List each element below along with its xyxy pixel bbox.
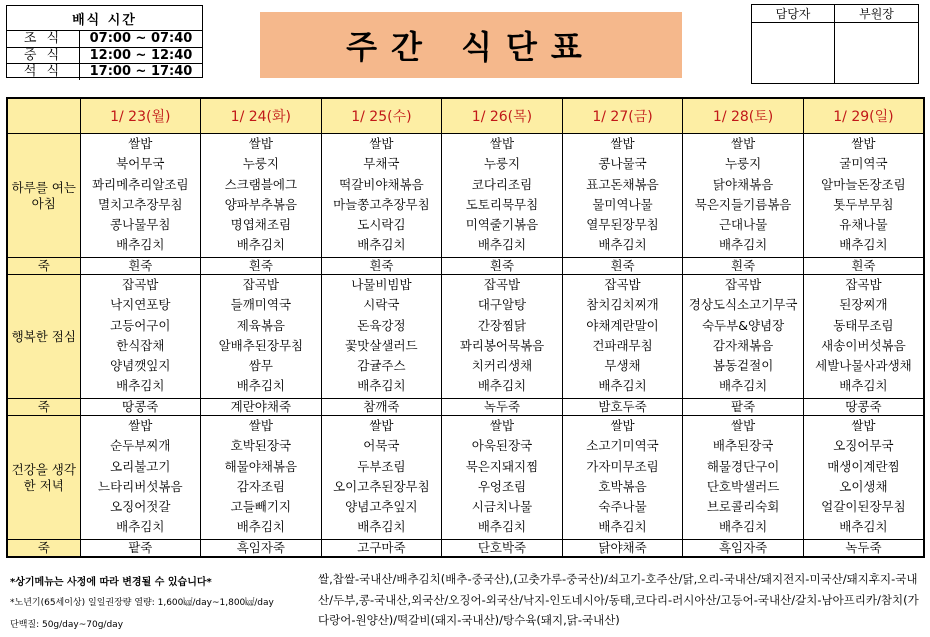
menu-item: 배추김치 <box>236 519 285 535</box>
menu-item: 오이고추된장무침 <box>333 478 430 494</box>
menu-item: 배추김치 <box>598 237 647 253</box>
menu-item: 누룽지 <box>724 156 762 172</box>
menu-item: 쌀밥 <box>489 418 515 433</box>
menu-item: 낙지연포탕 <box>110 297 171 313</box>
menu-item: 우엉조림 <box>477 478 527 494</box>
menu-item: 배추김치 <box>839 237 888 253</box>
menu-item: 쌀밥 <box>369 136 394 151</box>
breakfast-label: 조 식 <box>7 31 80 47</box>
menu-item: 꽈리메추리알조림 <box>91 176 189 192</box>
porridge-cell: 녹두죽 <box>442 399 563 416</box>
porridge-cell: 땅콩죽 <box>803 399 924 416</box>
porridge-cell: 흰죽 <box>683 258 804 275</box>
serving-hours-box <box>6 5 203 78</box>
menu-item: 쌈무 <box>248 358 273 374</box>
ingredient-origin-note: 쌀,찹쌀-국내산/배추김치(배추-중국산),(고춧가루-중국산)/쇠고기-호주산/닭,오리-국내산/돼지전지-미국산/돼지후지-국내산/두부,콩-국내산,외국산/오징어-외국산/낙지-인도네시아/동태,코다리-러시아산/고등어-국내산/갈치-남아프리카/참치(가다랑어-원양산)/떡갈비(돼지-국내산)/탕수육(돼지,닭-국내산) <box>318 572 919 627</box>
menu-item: 도시락김 <box>357 217 406 233</box>
menu-list <box>81 416 201 538</box>
menu-item: 잡곡밥 <box>122 277 159 292</box>
porridge-cell: 계란야채죽 <box>201 399 322 416</box>
page-title: 주간 식단표 <box>260 12 682 78</box>
menu-change-note: *상기메뉴는 사정에 따라 변경될 수 있습니다* <box>10 577 212 588</box>
menu-item: 무생채 <box>604 358 641 374</box>
menu-item: 표고돈채볶음 <box>586 176 659 192</box>
menu-cell <box>321 134 442 258</box>
menu-item: 얼갈이된장무침 <box>821 499 906 515</box>
menu-item: 배추김치 <box>477 519 527 535</box>
menu-cell <box>80 275 201 399</box>
menu-cell <box>442 275 563 399</box>
menu-item: 양파부추볶음 <box>224 196 298 212</box>
menu-item: 오징어무국 <box>833 438 894 454</box>
menu-item: 양념고추잎지 <box>345 499 418 515</box>
menu-item: 알마늘돈장조림 <box>821 176 906 192</box>
menu-item: 꽈리봉어묵볶음 <box>459 337 545 353</box>
menu-item: 쌀밥 <box>248 418 273 433</box>
menu-item: 고등어구이 <box>110 317 171 333</box>
dinner-label: 석 식 <box>7 64 80 80</box>
menu-item: 브로콜리숙회 <box>706 499 780 515</box>
menu-item: 새송이버섯볶음 <box>821 337 906 353</box>
menu-item: 잡곡밥 <box>724 277 762 292</box>
day-header: 1/ 24(화) <box>201 98 322 134</box>
menu-item: 치커리생채 <box>471 358 533 374</box>
menu-item: 어묵국 <box>363 438 400 454</box>
menu-item: 숙두부&양념장 <box>701 317 785 333</box>
porridge-cell: 흑임자죽 <box>683 540 804 558</box>
menu-item: 배추김치 <box>598 378 647 394</box>
menu-list <box>322 134 442 256</box>
serving-hours-title: 배식 시간 <box>7 6 202 31</box>
menu-list <box>804 134 923 256</box>
menu-item: 두부조림 <box>357 458 406 474</box>
menu-list <box>201 134 321 256</box>
menu-item: 들깨미역국 <box>230 297 292 313</box>
menu-item: 한식잡채 <box>116 337 165 353</box>
menu-item: 세발나물사과생채 <box>815 358 912 374</box>
menu-list <box>201 416 321 538</box>
porridge-label: 죽 <box>7 258 80 275</box>
menu-item: 배추김치 <box>357 378 406 394</box>
menu-item: 굴미역국 <box>839 156 888 172</box>
menu-list <box>683 275 803 397</box>
menu-item: 오징어젓갈 <box>110 499 171 515</box>
menu-item: 배추김치 <box>357 237 406 253</box>
menu-item: 해물경단구이 <box>706 458 780 474</box>
menu-item: 배추김치 <box>116 237 165 253</box>
menu-item: 아욱된장국 <box>471 438 533 454</box>
menu-item: 나물비빔밥 <box>351 277 412 292</box>
menu-cell <box>683 416 804 540</box>
menu-item: 시락국 <box>363 297 400 313</box>
menu-item: 배추김치 <box>718 519 768 535</box>
menu-list <box>442 416 562 538</box>
porridge-cell: 닭야채죽 <box>562 540 683 558</box>
menu-item: 멸치고추장무침 <box>98 196 183 212</box>
porridge-cell: 단호박죽 <box>442 540 563 558</box>
menu-item: 물미역나물 <box>592 196 653 212</box>
menu-item: 배추김치 <box>236 378 285 394</box>
menu-item: 숙주나물 <box>598 499 647 515</box>
menu-item: 감귤주스 <box>357 358 406 374</box>
porridge-cell: 흑임자죽 <box>201 540 322 558</box>
menu-item: 쌀밥 <box>851 136 876 151</box>
menu-item: 쌀밥 <box>489 136 515 151</box>
menu-item: 꽃맛살샐러드 <box>345 337 418 353</box>
menu-item: 스크램블에그 <box>224 176 298 192</box>
menu-cell <box>803 416 924 540</box>
menu-cell <box>562 275 683 399</box>
meal-label: 하루를 여는 아침 <box>7 134 80 258</box>
menu-item: 잡곡밥 <box>845 277 882 292</box>
menu-list <box>804 416 923 538</box>
breakfast-hours-row <box>7 31 202 47</box>
approval-deputy-signature <box>835 23 918 83</box>
menu-cell <box>683 275 804 399</box>
day-header: 1/ 27(금) <box>562 98 683 134</box>
menu-item: 코다리조림 <box>471 176 533 192</box>
menu-item: 시금치나물 <box>471 499 533 515</box>
menu-list <box>804 275 923 397</box>
menu-item: 가자미무조림 <box>586 458 659 474</box>
menu-item: 배추김치 <box>718 237 768 253</box>
menu-item: 열무된장무침 <box>586 217 659 233</box>
day-header: 1/ 23(월) <box>80 98 201 134</box>
menu-list <box>563 134 683 256</box>
menu-cell <box>442 134 563 258</box>
menu-item: 호박볶음 <box>598 478 647 494</box>
menu-cell <box>80 416 201 540</box>
menu-item: 배추김치 <box>477 378 527 394</box>
menu-cell <box>562 416 683 540</box>
menu-item: 명엽채조림 <box>230 217 292 233</box>
protein-note: 단백질: 50g/day~70g/day <box>10 620 124 630</box>
menu-item: 무채국 <box>363 156 400 172</box>
menu-item: 도토리묵무침 <box>465 196 539 212</box>
dinner-time: 17:00 ~ 17:40 <box>89 64 193 79</box>
porridge-cell: 녹두죽 <box>803 540 924 558</box>
menu-cell <box>803 134 924 258</box>
approval-manager-header: 담당자 <box>752 5 835 23</box>
menu-list <box>322 416 442 538</box>
lunch-time: 12:00 ~ 12:40 <box>89 47 193 63</box>
breakfast-time: 07:00 ~ 07:40 <box>89 31 193 46</box>
menu-cell <box>562 134 683 258</box>
menu-item: 배추김치 <box>839 519 888 535</box>
lunch-label: 중 식 <box>7 48 80 64</box>
menu-item: 쌀밥 <box>128 418 153 433</box>
porridge-row <box>7 399 924 416</box>
menu-list <box>683 416 803 538</box>
menu-item: 참치김치찌개 <box>586 297 659 313</box>
porridge-cell: 땅콩죽 <box>80 399 201 416</box>
day-header-row <box>7 98 924 134</box>
menu-item: 배추김치 <box>116 519 165 535</box>
menu-item: 해물야채볶음 <box>224 458 298 474</box>
meal-label: 건강을 생각한 저녁 <box>7 416 80 540</box>
menu-item: 닭야채볶음 <box>712 176 774 192</box>
menu-item: 순두부찌개 <box>110 438 171 454</box>
meal-row <box>7 416 924 540</box>
menu-list <box>81 275 201 397</box>
menu-list <box>322 275 442 397</box>
menu-item: 배추김치 <box>477 237 527 253</box>
energy-note: *노년기(65세이상) 일일권장량 열량: 1,600㎉/day~1,800㎉/day <box>10 598 274 608</box>
menu-item: 동태무조림 <box>833 317 894 333</box>
menu-item: 양념깻잎지 <box>110 358 171 374</box>
menu-item: 쌀밥 <box>610 136 635 151</box>
porridge-cell: 흰죽 <box>442 258 563 275</box>
menu-cell <box>201 416 322 540</box>
porridge-cell: 흰죽 <box>201 258 322 275</box>
menu-item: 쌀밥 <box>248 136 273 151</box>
menu-item: 쌀밥 <box>731 136 756 151</box>
menu-item: 묵은지돼지찜 <box>465 458 539 474</box>
menu-item: 근대나물 <box>718 217 768 233</box>
menu-item: 잡곡밥 <box>242 277 279 292</box>
menu-cell <box>80 134 201 258</box>
approval-deputy-header: 부원장 <box>835 5 918 23</box>
menu-cell <box>683 134 804 258</box>
menu-item: 야채계란말이 <box>586 317 659 333</box>
day-header: 1/ 28(토) <box>683 98 804 134</box>
menu-item: 간장찜닭 <box>477 317 527 333</box>
menu-item: 유채나물 <box>839 217 888 233</box>
menu-item: 묵은지들기름볶음 <box>694 196 792 212</box>
menu-item: 느타리버섯볶음 <box>98 478 183 494</box>
menu-item: 매생이계란찜 <box>827 458 900 474</box>
menu-item: 배추된장국 <box>712 438 774 454</box>
menu-item: 된장찌개 <box>839 297 888 313</box>
menu-list <box>563 416 683 538</box>
menu-cell <box>321 416 442 540</box>
menu-item: 알배추된장무침 <box>218 337 304 353</box>
menu-item: 감자조림 <box>236 478 285 494</box>
menu-item: 오이생채 <box>839 478 888 494</box>
menu-item: 잡곡밥 <box>483 277 521 292</box>
menu-item: 쌀밥 <box>851 418 876 433</box>
corner-cell <box>7 98 80 134</box>
menu-item: 배추김치 <box>718 378 768 394</box>
menu-cell <box>442 416 563 540</box>
porridge-cell: 흰죽 <box>803 258 924 275</box>
lunch-hours-row <box>7 47 202 64</box>
menu-item: 배추김치 <box>598 519 647 535</box>
porridge-cell: 밤호두죽 <box>562 399 683 416</box>
porridge-cell: 참깨죽 <box>321 399 442 416</box>
menu-item: 쌀밥 <box>731 418 756 433</box>
porridge-row <box>7 258 924 275</box>
menu-item: 제육볶음 <box>236 317 285 333</box>
menu-cell <box>803 275 924 399</box>
menu-item: 마늘쫑고추장무침 <box>333 196 430 212</box>
porridge-label: 죽 <box>7 540 80 558</box>
menu-item: 누룽지 <box>483 156 521 172</box>
approval-manager-signature <box>752 23 835 83</box>
menu-item: 쌀밥 <box>128 136 153 151</box>
menu-item: 톳두부무침 <box>833 196 894 212</box>
menu-item: 배추김치 <box>357 519 406 535</box>
menu-cell <box>201 275 322 399</box>
day-header: 1/ 29(일) <box>803 98 924 134</box>
porridge-cell: 흰죽 <box>321 258 442 275</box>
porridge-cell: 흰죽 <box>80 258 201 275</box>
menu-item: 돈육강정 <box>357 317 406 333</box>
menu-item: 배추김치 <box>116 378 165 394</box>
dinner-hours-row <box>7 63 202 80</box>
menu-cell <box>321 275 442 399</box>
menu-item: 미역줄기볶음 <box>465 217 539 233</box>
meal-label: 행복한 점심 <box>7 275 80 399</box>
approval-box <box>751 4 919 84</box>
porridge-cell: 팥죽 <box>80 540 201 558</box>
menu-item: 감자채볶음 <box>712 337 774 353</box>
menu-item: 고들빼기지 <box>230 499 292 515</box>
menu-item: 대구알탕 <box>477 297 527 313</box>
menu-list <box>201 275 321 397</box>
porridge-label: 죽 <box>7 399 80 416</box>
menu-list <box>442 275 562 397</box>
porridge-row <box>7 540 924 558</box>
menu-item: 경상도식소고기무국 <box>688 297 798 313</box>
porridge-cell: 흰죽 <box>562 258 683 275</box>
menu-list <box>81 134 201 256</box>
porridge-cell: 고구마죽 <box>321 540 442 558</box>
day-header: 1/ 26(목) <box>442 98 563 134</box>
menu-item: 소고기미역국 <box>586 438 659 454</box>
menu-item: 쌀밥 <box>610 418 635 433</box>
menu-item: 콩나물무침 <box>110 217 171 233</box>
menu-item: 쌀밥 <box>369 418 394 433</box>
menu-item: 떡갈비야채볶음 <box>339 176 424 192</box>
menu-item: 잡곡밥 <box>604 277 641 292</box>
meal-row <box>7 134 924 258</box>
day-header: 1/ 25(수) <box>321 98 442 134</box>
menu-item: 콩나물국 <box>598 156 647 172</box>
menu-item: 봄동겉절이 <box>712 358 774 374</box>
menu-item: 건파래무침 <box>592 337 653 353</box>
menu-list <box>442 134 562 256</box>
porridge-cell: 팥죽 <box>683 399 804 416</box>
menu-item: 배추김치 <box>839 378 888 394</box>
menu-item: 배추김치 <box>236 237 285 253</box>
menu-item: 단호박샐러드 <box>706 478 780 494</box>
menu-item: 오리불고기 <box>110 458 171 474</box>
menu-item: 북어무국 <box>116 156 165 172</box>
menu-item: 누룽지 <box>242 156 279 172</box>
menu-item: 호박된장국 <box>230 438 292 454</box>
menu-list <box>563 275 683 397</box>
menu-list <box>683 134 803 256</box>
menu-cell <box>201 134 322 258</box>
weekly-menu-table <box>6 97 925 558</box>
meal-row <box>7 275 924 399</box>
